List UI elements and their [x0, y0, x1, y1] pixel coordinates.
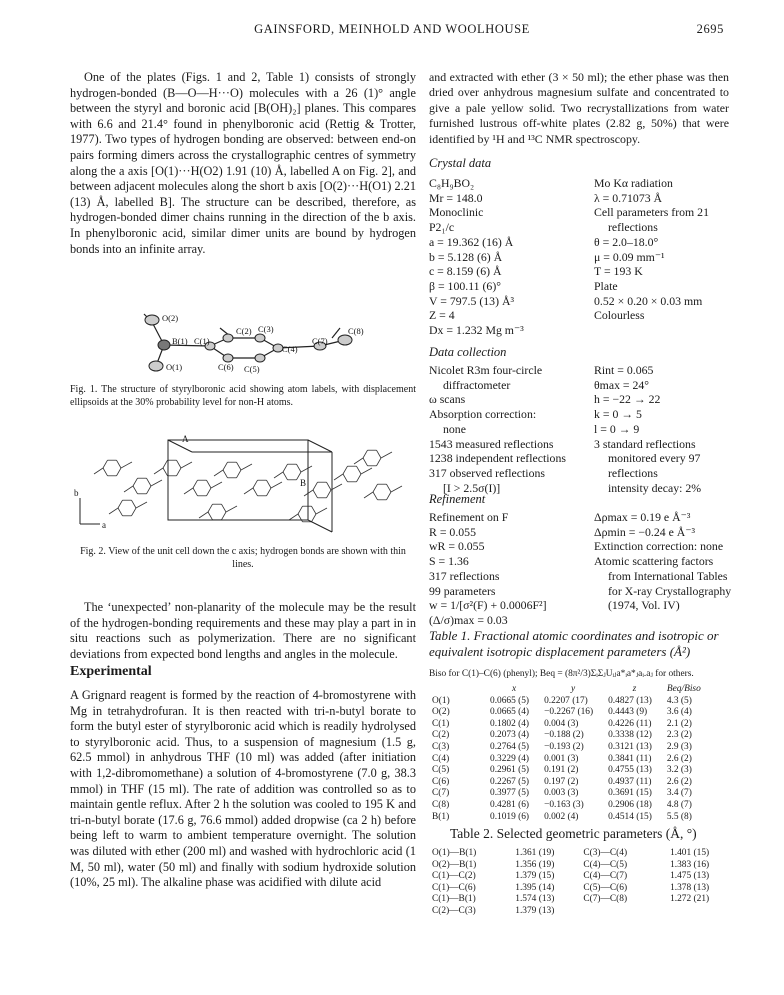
crystal-left-line: b = 5.128 (6) Å — [429, 249, 503, 264]
table-cell: 0.2073 (4) — [490, 730, 530, 741]
refinement-left — [429, 510, 589, 628]
table-cell: O(1) — [432, 695, 450, 706]
table-row — [429, 696, 704, 708]
table-cell: 0.2764 (5) — [490, 741, 530, 752]
paragraph-extraction: and extracted with ether (3 × 50 ml); the ether phase was then dried over anhydrous magnesium sulfate and concentrated to give a pale yellow solid. Two recrystallizations from water furnished lustrous off-white plates (2.82 g, 50%) that were identified by ¹H and ¹³C NMR spectroscopy. — [429, 70, 729, 146]
table-cell: 3.2 (3) — [666, 765, 692, 776]
table-row — [429, 906, 713, 918]
crystal-left-line: a = 19.362 (16) Å — [429, 234, 514, 249]
table-cell: 0.2267 (5) — [490, 776, 530, 787]
table-cell: C(5) — [432, 765, 450, 776]
refinement-heading: Refinement — [429, 492, 486, 506]
table-cell: 5.5 (8) — [666, 811, 692, 822]
table-1-header: y — [570, 684, 576, 694]
table-row — [429, 883, 713, 895]
table-cell: C(1)—C(6) — [432, 882, 476, 893]
table-row — [429, 848, 713, 860]
page-number: 2695 — [696, 22, 724, 36]
table-cell: C(3)—C(4) — [583, 848, 628, 858]
collection-right-line: l = 0 → 9 — [594, 421, 640, 436]
table-row — [429, 742, 704, 754]
table-row — [429, 800, 704, 812]
table-cell: 0.3338 (12) — [608, 730, 652, 741]
fig2-axis-a: a — [102, 520, 106, 530]
table-cell: 1.379 (13) — [515, 905, 555, 916]
table-cell: C(4)—C(5) — [583, 859, 628, 870]
table-cell: C(7) — [432, 788, 450, 799]
table-row — [429, 788, 704, 800]
table-cell: O(2)—B(1) — [432, 859, 477, 870]
crystal-left-line: Z = 4 — [429, 308, 455, 323]
collection-right-line: intensity decay: 2% — [608, 480, 702, 495]
collection-right-line: reflections — [608, 465, 658, 480]
table-cell: 1.401 (15) — [670, 848, 710, 858]
table-cell: 0.4937 (11) — [608, 776, 652, 787]
fig1-label-c8: C(8) — [348, 326, 364, 336]
fig2-label-A: A — [182, 434, 189, 444]
table-row — [429, 707, 704, 719]
table-cell: 0.4514 (15) — [608, 811, 652, 822]
table-row — [429, 754, 704, 766]
table-cell: 0.0665 (5) — [490, 695, 530, 706]
crystal-right-line: μ = 0.09 mm⁻¹ — [594, 249, 665, 264]
collection-right-line: Rint = 0.065 — [594, 363, 654, 377]
crystal-right-line: λ = 0.71073 Å — [594, 190, 663, 205]
collection-right-line: monitored every 97 — [608, 451, 701, 466]
table-cell: 1.361 (19) — [515, 848, 555, 858]
data-collection-left — [429, 363, 589, 495]
table-1-note: Biso for C(1)–C(6) (phenyl); Beq = (8π²/3)ΣᵢΣⱼUᵢⱼa*ᵢa*ⱼaᵢ.aⱼ for others. — [429, 669, 694, 679]
table-cell: C(2) — [432, 730, 450, 741]
table-cell: 0.2906 (18) — [608, 799, 652, 810]
refinement-right-line: from International Tables — [608, 568, 728, 583]
table-cell: 0.001 (3) — [544, 753, 579, 764]
table-cell: C(1)—B(1) — [432, 894, 476, 905]
crystal-left-line: β = 100.11 (6)° — [429, 278, 501, 293]
collection-left-line: ω scans — [429, 392, 466, 407]
table-cell: C(4) — [432, 753, 450, 764]
table-cell: 1.574 (13) — [515, 894, 555, 905]
table-cell: −0.188 (2) — [544, 730, 584, 741]
table-cell: B(1) — [432, 811, 450, 822]
fig1-label-c5: C(5) — [244, 364, 260, 374]
table-cell: 0.2207 (17) — [544, 695, 588, 706]
crystal-left-line: C₈H₉BO₂ — [429, 176, 475, 190]
table-cell — [580, 906, 667, 918]
table-cell: 1.379 (15) — [515, 871, 555, 882]
crystal-left-line: Dx = 1.232 Mg m⁻³ — [429, 323, 524, 338]
refinement-left-line: 317 reflections — [429, 568, 500, 583]
refinement-left-line: (Δ/σ)max = 0.03 — [429, 612, 508, 627]
table-1-header — [429, 684, 487, 696]
table-row — [429, 719, 704, 731]
table-row — [429, 730, 704, 742]
table-row — [429, 860, 713, 872]
table-cell: 0.4827 (13) — [608, 695, 652, 706]
crystal-right-line: Cell parameters from 21 — [594, 205, 709, 220]
table-1-header: Beq/Biso — [666, 684, 701, 694]
table-cell: 2.9 (3) — [666, 741, 692, 752]
fig1-label-c3: C(3) — [258, 324, 274, 334]
collection-left-line: none — [443, 421, 466, 436]
data-collection-heading: Data collection — [429, 345, 507, 359]
crystal-data-left — [429, 176, 589, 338]
table-cell: 0.0665 (4) — [490, 707, 530, 718]
table-cell: 0.1019 (6) — [490, 811, 530, 822]
refinement-left-line: w = 1/[σ²(F) + 0.0006F²] — [429, 598, 547, 613]
table-cell: 1.475 (13) — [670, 871, 710, 882]
crystal-right-line: Mo Kα radiation — [594, 176, 673, 190]
table-cell: C(1) — [432, 718, 450, 729]
collection-left-line: 1543 measured reflections — [429, 436, 554, 451]
header-authors: GAINSFORD, MEINHOLD AND WOOLHOUSE — [254, 22, 530, 36]
crystal-left-line: Mr = 148.0 — [429, 190, 483, 205]
table-cell: C(1)—C(2) — [432, 871, 476, 882]
crystal-right-line: θ = 2.0–18.0° — [594, 234, 659, 249]
figure-2-unit-cell — [72, 428, 412, 538]
table-cell: 2.1 (2) — [666, 718, 692, 729]
crystal-left-line: Monoclinic — [429, 205, 484, 220]
table-1-title: Table 1. Fractional atomic coordinates and isotropic or equivalent isotropic displacement parameters (Å²) — [429, 628, 719, 659]
table-cell: C(2)—C(3) — [432, 905, 476, 916]
paragraph-experimental: A Grignard reagent is formed by the reaction of 4-bromostyrene with Mg in tetrahydrofuran. It is then reacted with tri-n-butyl borate to form the butyl ester of styrylboronic acid which is readily hydrolysed to styrylboronic acid. Thus, to a suspension of magnesium (1.5 g, 62.5 mmol) in anhydrous THF (10 ml) was added (after initiation with 1,2-dibromomethane) a solution of 4-bromostyrene (7.0 g, 38.3 mmol) in THF (15 ml). The rate of addition was controlled so as to maintain gentle reflux. After 2 h the solution was cooled to 195 K and tri-n-butyl borate (17.6 g, 76.6 mmol) added dropwise (ca 2 h) before being left to warm to ambient temperature overnight. The solution was diluted with ether (200 ml) and washed with hydrochloric acid (1 M, 50 ml), water (50 ml) and finally with sodium hydroxide solution (10%, 25 ml). The alkaline phase was acidified with dilute acid — [70, 688, 416, 890]
collection-right-line: 3 standard reflections — [594, 436, 696, 451]
table-cell: 0.3121 (13) — [608, 741, 652, 752]
table-cell: 0.4443 (9) — [608, 707, 648, 718]
crystal-left-line: c = 8.159 (6) Å — [429, 264, 502, 279]
table-cell: −0.193 (2) — [544, 741, 584, 752]
collection-left-line: [I > 2.5σ(I)] — [443, 480, 501, 495]
fig1-label-c1: C(1) — [194, 336, 210, 346]
table-1-header: x — [511, 684, 517, 694]
table-cell — [667, 906, 713, 918]
refinement-left-line: Refinement on F — [429, 510, 509, 524]
figure-1-caption: Fig. 1. The structure of styrylboronic acid showing atom labels, with displacement ellipsoids at the 30% probability level for non-H atoms. — [70, 384, 416, 408]
table-1-header: z — [632, 684, 637, 694]
table-2 — [429, 848, 713, 918]
refinement-right-line: for X-ray Crystallography — [608, 583, 732, 598]
paragraph-non-planarity: The ‘unexpected’ non-planarity of the molecule may be the result of the hydrogen-bonding requirements and these may play a part in in situ reactions such as polymerization. There are no significant deviations from expected bond lengths and angles in the molecule. — [70, 600, 416, 661]
crystal-right-line: 0.52 × 0.20 × 0.03 mm — [594, 293, 703, 308]
table-cell: 1.272 (21) — [670, 894, 710, 905]
refinement-right — [594, 510, 744, 613]
table-cell: 0.002 (4) — [544, 811, 579, 822]
table-cell: 0.3977 (5) — [490, 788, 530, 799]
collection-left-line: Absorption correction: — [429, 407, 537, 422]
fig2-axis-b: b — [74, 488, 79, 498]
crystal-data-right — [594, 176, 744, 323]
table-cell: 4.3 (5) — [666, 695, 692, 706]
fig1-label-c7: C(7) — [312, 336, 328, 346]
collection-right-line: k = 0 → 5 — [594, 407, 642, 422]
table-2-title: Table 2. Selected geometric parameters (Å, °) — [450, 826, 697, 841]
table-cell: 3.6 (4) — [666, 707, 692, 718]
table-cell: C(3) — [432, 741, 450, 752]
refinement-right-line: (1974, Vol. IV) — [608, 598, 680, 613]
table-cell: −0.2267 (16) — [544, 707, 594, 718]
collection-left-line: Nicolet R3m four-circle — [429, 363, 543, 377]
data-collection-right — [594, 363, 744, 495]
table-cell: 4.8 (7) — [666, 799, 692, 810]
refinement-left-line: wR = 0.055 — [429, 539, 485, 554]
table-cell: 1.356 (19) — [515, 859, 555, 870]
table-cell: 1.383 (16) — [670, 859, 710, 870]
table-cell: 1.378 (13) — [670, 882, 710, 893]
fig1-label-c4: C(4) — [282, 344, 298, 354]
refinement-left-line: R = 0.055 — [429, 524, 476, 539]
table-cell: 0.3841 (11) — [608, 753, 652, 764]
figure-2-caption: Fig. 2. View of the unit cell down the c axis; hydrogen bonds are shown with thin lines. — [80, 546, 406, 570]
table-row — [429, 894, 713, 906]
table-cell: C(4)—C(7) — [583, 871, 628, 882]
table-cell: 3.4 (7) — [666, 788, 692, 799]
collection-right-line: h = −22 → 22 — [594, 392, 661, 407]
table-cell: O(1)—B(1) — [432, 848, 477, 858]
crystal-right-line: reflections — [608, 220, 658, 235]
table-cell: C(8) — [432, 799, 450, 810]
table-row — [429, 812, 704, 824]
fig1-label-o2: O(2) — [162, 313, 179, 323]
table-cell: 0.1802 (4) — [490, 718, 530, 729]
table-cell: 0.003 (3) — [544, 788, 579, 799]
table-cell: 0.4755 (13) — [608, 765, 652, 776]
table-cell: 1.395 (14) — [515, 882, 555, 893]
fig1-label-c6: C(6) — [218, 362, 234, 372]
crystal-left-line: P2₁/c — [429, 220, 455, 235]
experimental-heading: Experimental — [70, 664, 152, 679]
collection-left-line: 1238 independent reflections — [429, 451, 566, 466]
table-cell: 2.6 (2) — [666, 776, 692, 787]
table-cell: −0.163 (3) — [544, 799, 584, 810]
table-row — [429, 777, 704, 789]
table-cell: C(7)—C(8) — [583, 894, 628, 905]
fig1-label-c2: C(2) — [236, 326, 252, 336]
collection-right-line: θmax = 24° — [594, 377, 650, 392]
refinement-right-line: Extinction correction: none — [594, 539, 724, 554]
table-row — [429, 765, 704, 777]
table-1 — [429, 684, 704, 823]
table-cell: C(5)—C(6) — [583, 882, 628, 893]
table-cell: 0.191 (2) — [544, 765, 579, 776]
fig2-label-B: B — [300, 478, 307, 488]
refinement-right-line: Δρmin = −0.24 e Å⁻³ — [594, 524, 696, 539]
fig1-label-b1: B(1) — [172, 336, 188, 346]
table-cell: 0.3229 (4) — [490, 753, 530, 764]
figure-1-molecule — [100, 300, 400, 380]
collection-left-line: diffractometer — [443, 377, 511, 392]
table-cell: 0.197 (2) — [544, 776, 579, 787]
crystal-data-heading: Crystal data — [429, 156, 492, 170]
paragraph-hydrogen-bonding: One of the plates (Figs. 1 and 2, Table 1) consists of strongly hydrogen-bonded (B—O—H···O) molecules with a 26 (1)° angle between the styryl and boronic acid [B(OH)₂] planes. This compares with 6.6 and 21.4° found in phenylboronic acid (Rettig & Trotter, 1977). Two types of hydrogen bonding are observed: between end-on pairs forming dimers across the crystallographic centres of symmetry along the a axis [O(1)···H(O2) 1.91 (10) Å, labelled A on Fig. 2], and between adjacent molecules along the short b axis [O(2)···H(O1) 2.21 (13) Å, labelled B]. The structure can be described, therefore, as hydrogen-bonded dimer chains running in the direction of the b axis. In phenylboronic acid, similar dimer units are bound by hydrogen bonds into an infinite array. — [70, 70, 416, 256]
table-cell: 0.3691 (15) — [608, 788, 652, 799]
crystal-right-line: Plate — [594, 278, 618, 293]
refinement-left-line: 99 parameters — [429, 583, 496, 598]
crystal-left-line: V = 797.5 (13) Å³ — [429, 293, 515, 308]
table-cell: 2.3 (2) — [666, 730, 692, 741]
table-cell: O(2) — [432, 707, 450, 718]
table-cell: 0.4281 (6) — [490, 799, 530, 810]
table-cell: 0.004 (3) — [544, 718, 579, 729]
collection-left-line: 317 observed reflections — [429, 465, 545, 480]
refinement-right-line: Δρmax = 0.19 e Å⁻³ — [594, 510, 691, 524]
refinement-left-line: S = 1.36 — [429, 554, 469, 569]
crystal-right-line: Colourless — [594, 308, 645, 323]
crystal-right-line: T = 193 K — [594, 264, 643, 279]
table-row — [429, 871, 713, 883]
table-cell: C(6) — [432, 776, 450, 787]
table-cell: 0.4226 (11) — [608, 718, 652, 729]
table-cell: 2.6 (2) — [666, 753, 692, 764]
refinement-right-line: Atomic scattering factors — [594, 554, 714, 569]
fig1-label-o1: O(1) — [166, 362, 183, 372]
table-cell: 0.2961 (5) — [490, 765, 530, 776]
